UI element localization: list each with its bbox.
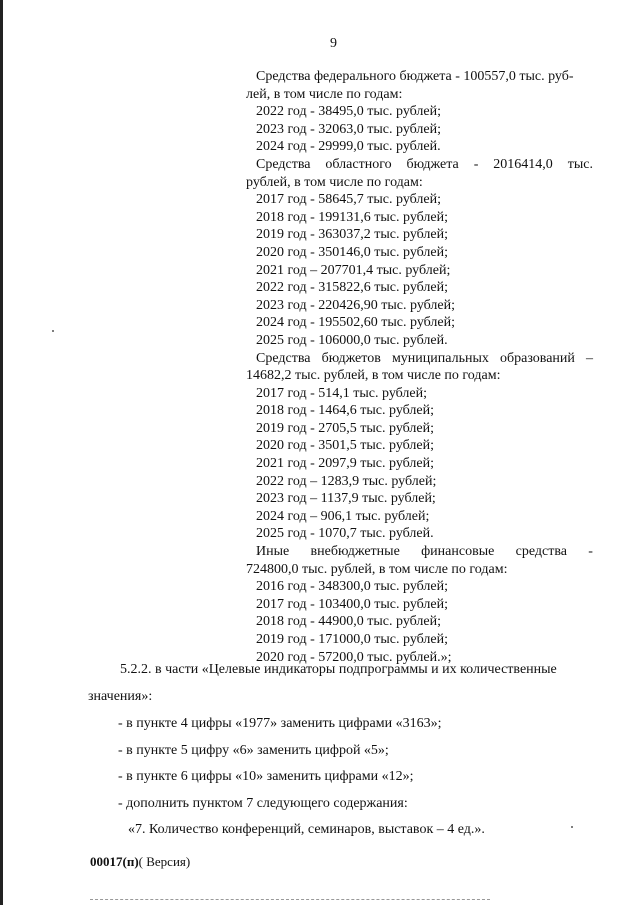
municipal-year-line: 2024 год – 906,1 тыс. рублей; [256, 508, 430, 524]
federal-budget-heading: Средства федерального бюджета - 100557,0 тыс. руб- [256, 69, 574, 84]
heading-word: муниципальных [391, 350, 489, 366]
federal-year-line: 2022 год - 38495,0 тыс. рублей; [256, 104, 442, 120]
scan-speck [52, 330, 54, 332]
page-number: 9 [330, 36, 337, 51]
municipal-year-line: 2018 год - 1464,6 тыс. рублей; [256, 403, 435, 419]
regional-year-line: 2024 год - 195502,60 тыс. рублей; [256, 315, 456, 331]
regional-year-line: 2021 год – 207701,4 тыс. рублей; [256, 262, 451, 278]
other-year-line: 2019 год - 171000,0 тыс. рублей; [256, 632, 449, 647]
federal-budget-heading-cont: лей, в том числе по годам: [246, 86, 403, 102]
heading-word: Средства [256, 156, 311, 172]
heading-word: областного [325, 156, 392, 172]
municipal-budget-heading [246, 350, 593, 368]
other-funds-heading [246, 543, 593, 561]
amendment-item: - дополнить пунктом 7 следующего содержания: [118, 796, 408, 811]
federal-year-line: 2024 год - 29999,0 тыс. рублей. [256, 139, 441, 155]
document-version: ( Версия) [138, 854, 191, 869]
new-item-quote: «7. Количество конференций, семинаров, выставок – 4 ед.». [128, 822, 485, 837]
regional-year-line: 2025 год - 106000,0 тыс. рублей. [256, 332, 448, 348]
regional-budget-heading-cont: рублей, в том числе по годам: [246, 174, 423, 190]
heading-word: бюджетов [321, 350, 381, 366]
regional-year-line: 2023 год - 220426,90 тыс. рублей; [256, 297, 456, 313]
amendment-item: - в пункте 4 цифры «1977» заменить цифрами «3163»; [118, 716, 442, 731]
heading-word: - [588, 544, 593, 560]
heading-word: финансовые [421, 544, 495, 560]
municipal-year-line: 2022 год – 1283,9 тыс. рублей; [256, 473, 437, 489]
scan-speck [571, 826, 573, 828]
municipal-year-line: 2020 год - 3501,5 тыс. рублей; [256, 438, 435, 454]
section-heading-cont: значения»: [88, 689, 153, 704]
document-code-number: 00017(п) [90, 854, 139, 869]
heading-word: – [586, 350, 593, 366]
amendment-item: - в пункте 5 цифру «6» заменить цифрой «5»; [118, 743, 389, 758]
heading-word: бюджета [406, 156, 459, 172]
regional-budget-heading [246, 156, 593, 174]
amendment-item: - в пункте 6 цифры «10» заменить цифрами «12»; [118, 769, 414, 784]
regional-year-line: 2022 год - 315822,6 тыс. рублей; [256, 280, 449, 296]
municipal-year-line: 2019 год - 2705,5 тыс. рублей; [256, 420, 435, 436]
heading-word: - [473, 156, 479, 172]
funding-block [246, 68, 593, 666]
heading-word: образований [499, 350, 575, 366]
other-year-line: 2020 год - 57200,0 тыс. рублей.»; [256, 649, 452, 665]
heading-word: Иные [256, 544, 290, 560]
municipal-year-line: 2017 год - 514,1 тыс. рублей; [256, 385, 428, 401]
heading-word: 2016414,0 [493, 156, 553, 172]
municipal-year-line: 2021 год - 2097,9 тыс. рублей; [256, 456, 435, 472]
other-funds-heading-cont: 724800,0 тыс. рублей, в том числе по годам: [246, 561, 508, 577]
document-code [90, 854, 190, 870]
regional-year-line: 2017 год - 58645,7 тыс. рублей; [256, 192, 442, 208]
other-year-line: 2017 год - 103400,0 тыс. рублей; [256, 596, 449, 612]
regional-year-line: 2020 год - 350146,0 тыс. рублей; [256, 244, 449, 260]
regional-year-line: 2019 год - 363037,2 тыс. рублей; [256, 227, 449, 243]
heading-word: Средства [256, 350, 311, 366]
bottom-rule [90, 899, 490, 901]
heading-word: тыс. [567, 156, 593, 172]
heading-word: внебюджетные [310, 544, 400, 560]
other-year-line: 2016 год - 348300,0 тыс. рублей; [256, 579, 449, 595]
municipal-year-line: 2023 год – 1137,9 тыс. рублей; [256, 491, 436, 507]
municipal-year-line: 2025 год - 1070,7 тыс. рублей. [256, 526, 434, 542]
other-year-line: 2018 год - 44900,0 тыс. рублей; [256, 614, 442, 630]
section-heading: 5.2.2. в части «Целевые индикаторы подпрограммы и их количественные [120, 662, 557, 677]
heading-word: средства [515, 544, 567, 560]
regional-year-line: 2018 год - 199131,6 тыс. рублей; [256, 209, 449, 225]
page-edge-line [0, 0, 3, 905]
federal-year-line: 2023 год - 32063,0 тыс. рублей; [256, 121, 442, 137]
municipal-budget-heading-cont: 14682,2 тыс. рублей, в том числе по годам: [246, 368, 501, 384]
